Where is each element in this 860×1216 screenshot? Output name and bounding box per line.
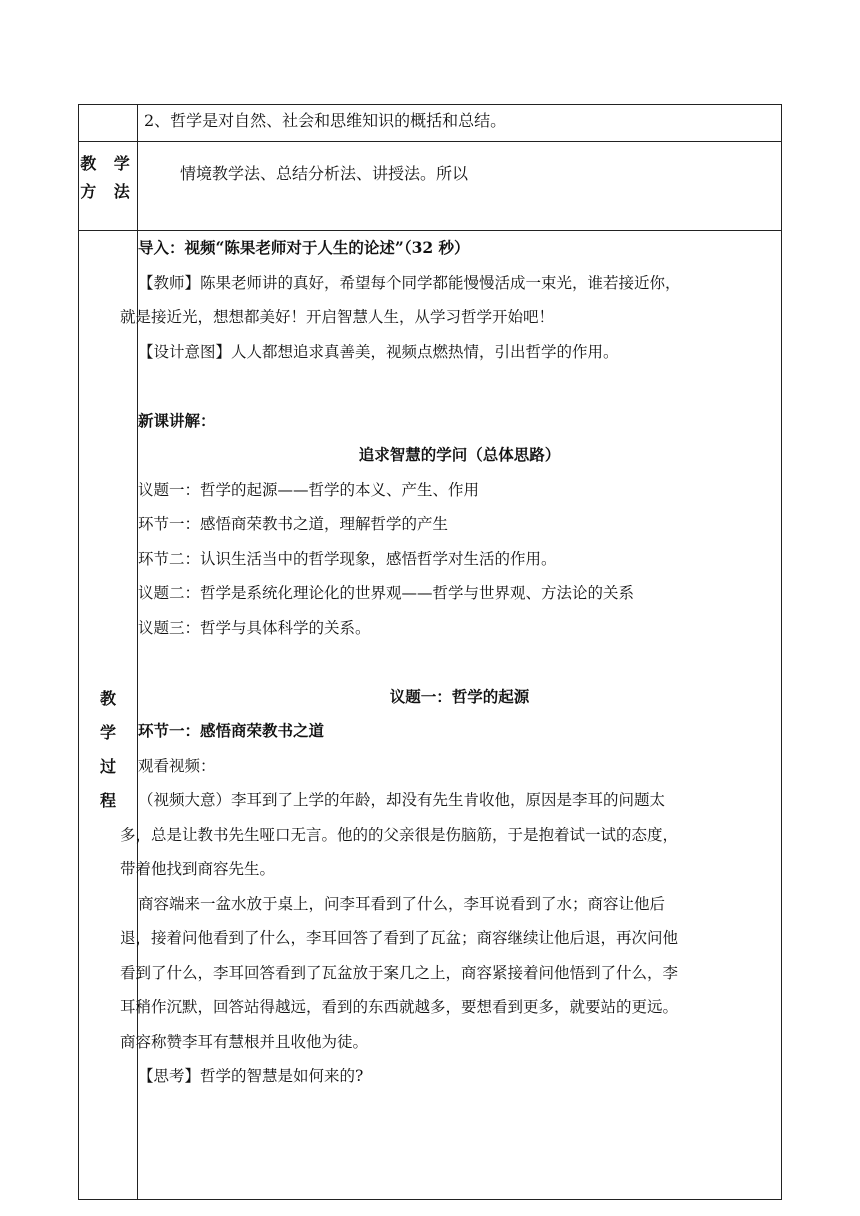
process-label-char-2: 学 bbox=[99, 723, 116, 742]
outline-item-3: 环节二：认识生活当中的哲学现象，感悟哲学对生活的作用。 bbox=[138, 549, 557, 568]
spacer bbox=[138, 645, 781, 680]
story-p2-line2: 退，接着问他看到了什么，李耳回答了看到了瓦盆；商容继续让他后退，再次问他 bbox=[120, 929, 679, 947]
methods-label-line1: 教 学 bbox=[80, 154, 136, 173]
spacer bbox=[138, 369, 781, 404]
lesson-plan-table bbox=[78, 104, 782, 1200]
teacher-line-2: 就是接近光，想想都美好！开启智慧人生，从学习哲学开始吧！ bbox=[120, 308, 555, 326]
process-label-char-4: 程 bbox=[99, 791, 116, 810]
process-label-char-1: 教 bbox=[99, 689, 116, 708]
overview-title: 追求智慧的学问（总体思路） bbox=[358, 445, 561, 464]
objectives-label-cell bbox=[79, 105, 138, 142]
story-p1-line2: 多，总是让教书先生哑口无言。他的的父亲很是伤脑筋，于是抱着试一试的态度， bbox=[120, 825, 679, 844]
methods-label bbox=[79, 142, 138, 231]
topic1-title: 议题一：哲学的起源 bbox=[389, 686, 530, 706]
objectives-row bbox=[79, 105, 782, 142]
process-content bbox=[120, 231, 782, 1200]
process-label-char-3: 过 bbox=[99, 757, 116, 776]
intro-heading: 导入：视频“陈果老师对于人生的论述”（32 秒） bbox=[138, 238, 470, 257]
process-row bbox=[79, 231, 782, 1200]
outline-item-2: 环节一：感悟商荣教书之道，理解哲学的产生 bbox=[138, 515, 449, 533]
design-intent: 【设计意图】人人都想追求真善美，视频点燃热情，引出哲学的作用。 bbox=[138, 342, 619, 361]
teacher-line-1: 【教师】陈果老师讲的真好，希望每个同学都能慢慢活成一束光，谁若接近你， bbox=[138, 273, 681, 292]
methods-row bbox=[79, 142, 782, 231]
watch-video-label: 观看视频： bbox=[138, 756, 216, 775]
outline-item-1: 议题一：哲学的起源——哲学的本义、产生、作用 bbox=[138, 480, 480, 499]
methods-content: 情境教学法、总结分析法、讲授法。所以 bbox=[138, 142, 782, 231]
story-p2-line4: 耳稍作沉默，回答站得越远，看到的东西就越多，要想看到更多，就要站的更远。 bbox=[120, 998, 679, 1016]
section1-title: 环节一：感悟商荣教书之道 bbox=[138, 721, 325, 740]
outline-item-5: 议题三：哲学与具体科学的关系。 bbox=[138, 618, 371, 637]
objectives-content: 2、哲学是对自然、社会和思维知识的概括和总结。 bbox=[138, 105, 782, 142]
story-p2-line3: 看到了什么，李耳回答看到了瓦盆放于案几之上，商容紧接着问他悟到了什么，李 bbox=[120, 963, 679, 982]
story-p2-line5: 商容称赞李耳有慧根并且收他为徒。 bbox=[120, 1032, 369, 1051]
story-p1-line1: （视频大意）李耳到了上学的年龄，却没有先生肯收他，原因是李耳的问题太 bbox=[138, 791, 666, 809]
outline-item-4: 议题二：哲学是系统化理论化的世界观——哲学与世界观、方法论的关系 bbox=[138, 584, 635, 602]
story-p2-line1: 商容端来一盆水放于桌上，问李耳看到了什么，李耳说看到了水；商容让他后 bbox=[138, 894, 666, 913]
story-p1-line3: 带着他找到商容先生。 bbox=[120, 860, 276, 878]
think-question: 【思考】哲学的智慧是如何来的? bbox=[138, 1067, 364, 1085]
methods-label-line2: 方 法 bbox=[80, 182, 136, 201]
new-lesson-heading: 新课讲解： bbox=[138, 410, 216, 430]
